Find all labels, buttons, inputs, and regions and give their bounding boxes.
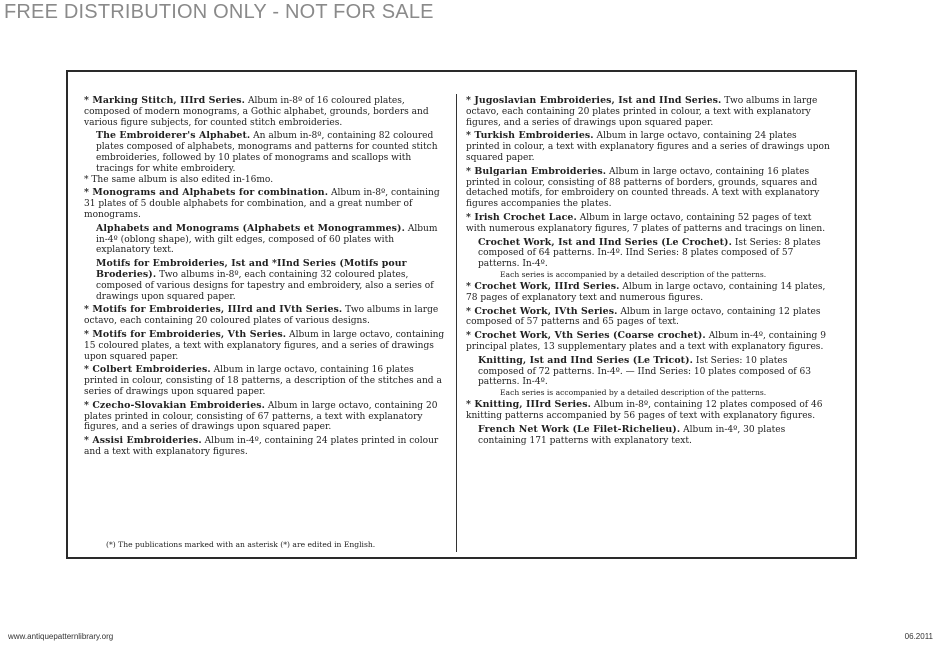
- catalogue-entry: * Crochet Work, Vth Series (Coarse crochet). Album in-4º, containing 9 principal plates, 13 supplementary plates and a text with explanatory figures.: [466, 330, 826, 352]
- right-column: [466, 96, 832, 446]
- catalogue-entry: * The same album is also edited in-16mo.: [84, 174, 274, 185]
- catalogue-entry: * Czecho-Slovakian Embroideries. Album in large octavo, containing 20 plates printed in colour, consisting of 67 patterns, a text with explanatory figures, and a series of drawings upon squared paper.: [84, 399, 438, 433]
- catalogue-entry: Alphabets and Monograms (Alphabets et Monogrammes). Album in-4º (oblong shape), with gilt edges, composed of 60 plates with explanatory text.: [96, 222, 438, 256]
- column-divider: [456, 94, 457, 552]
- catalogue-entry: * Crochet Work, IIIrd Series. Album in large octavo, containing 14 plates, 78 pages of explanatory text and numerous figures.: [466, 280, 826, 303]
- catalogue-entry: * Colbert Embroideries. Album in large octavo, containing 16 plates printed in colour, consisting of 18 patterns, a description of the stitches and a series of drawings upon squared paper.: [84, 364, 442, 397]
- catalogue-entry: * Marking Stitch, IIIrd Series. Album in-8º of 16 coloured plates, composed of modern monograms, a Gothic alphabet, grounds, borders and various figure subjects, for counted stitch embroideries.: [84, 95, 429, 128]
- catalogue-entry: * Irish Crochet Lace. Album in large octavo, containing 52 pages of text with numerous explanatory figures, 7 plates of patterns and tracings on linen.: [466, 211, 826, 234]
- catalogue-entry: * Jugoslavian Embroideries, Ist and IInd Series. Two albums in large octavo, each containing 20 plates printed in colour, a text with explanatory figures, and a series of drawings upon squared paper.: [466, 95, 818, 128]
- catalogue-entry: * Monograms and Alphabets for combination. Album in-8º, containing 31 plates of 5 double alphabets for combination, and a great number of monograms.: [84, 187, 440, 220]
- website-link[interactable]: www.antiquepatternlibrary.org: [8, 632, 114, 641]
- catalogue-entry: French Net Work (Le Filet-Richelieu). Album in-4º, 30 plates containing 171 patterns with explanatory text.: [478, 423, 786, 446]
- catalogue-entry: * Assisi Embroideries. Album in-4º, containing 24 plates printed in colour and a text with explanatory figures.: [84, 435, 439, 457]
- page-date: 06.2011: [904, 632, 933, 641]
- asterisk-footnote: (*) The publications marked with an asterisk (*) are edited in English.: [106, 540, 376, 549]
- catalogue-entry: * Bulgarian Embroideries. Album in large octavo, containing 16 plates printed in colour, consisting of 88 patterns of borders, grounds, squares and detached motifs, for embroidery on counted threads. A text with explanatory figures accompanies the plates.: [466, 165, 820, 210]
- catalogue-entry: * Crochet Work, IVth Series. Album in large octavo, containing 12 plates composed of 57 patterns and 65 pages of text.: [466, 305, 821, 328]
- catalogue-entry: * Turkish Embroideries. Album in large octavo, containing 24 plates printed in colour, a text with explanatory figures and a series of drawings upon squared paper.: [466, 130, 830, 163]
- distribution-notice: FREE DISTRIBUTION ONLY - NOT FOR SALE: [4, 1, 434, 23]
- series-note: Each series is accompanied by a detailed description of the patterns.: [500, 269, 767, 279]
- catalogue-entry: Knitting, Ist and IInd Series (Le Tricot). Ist Series: 10 plates composed of 72 patterns. In-4º. — IInd Series: 10 plates composed of 63 patterns. In-4º.: [478, 354, 812, 388]
- catalogue-entry: * Knitting, IIIrd Series. Album in-8º, containing 12 plates composed of 46 knitting patterns accompanied by 56 pages of text with explanatory figures.: [466, 399, 823, 421]
- catalogue-entry: Motifs for Embroideries, Ist and *IInd Series (Motifs pour Broderies). Two albums in-8º, each containing 32 coloured plates, composed of various designs for tapestry and embroidery, also a series of drawings upon squared paper.: [96, 258, 434, 302]
- catalogue-entry: * Motifs for Embroideries, Vth Series. Album in large octavo, containing 15 coloured plates, a text with explanatory figures, and a series of drawings upon squared paper.: [84, 328, 445, 362]
- catalogue-entry: Crochet Work, Ist and IInd Series (Le Crochet). Ist Series: 8 plates composed of 64 patterns. In-4º. IInd Series: 8 plates composed of 57 patterns. In-4º.: [478, 236, 821, 270]
- series-note: Each series is accompanied by a detailed description of the patterns.: [500, 388, 767, 398]
- left-column: [84, 96, 450, 458]
- catalogue-entry: * Motifs for Embroideries, IIIrd and IVth Series. Two albums in large octavo, each containing 20 coloured plates of various designs.: [84, 304, 439, 327]
- catalogue-entry: The Embroiderer's Alphabet. An album in-8º, containing 82 coloured plates composed of alphabets, monograms and patterns for counted stitch embroideries, followed by 10 plates of monograms and scallops with tracings for white embroidery.: [96, 130, 438, 174]
